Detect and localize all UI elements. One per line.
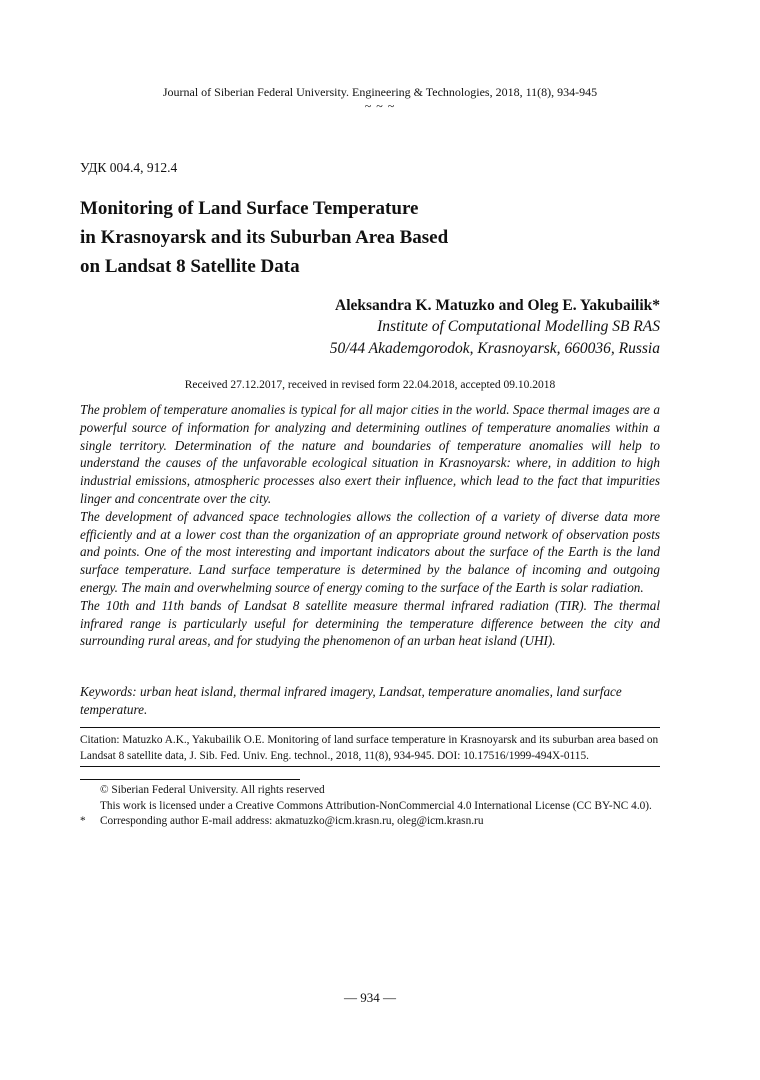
footnote-copyright: © Siberian Federal University. All rights reserved — [100, 784, 325, 796]
footnote-corresponding — [80, 814, 680, 830]
title-line: on Landsat 8 Satellite Data — [80, 256, 300, 277]
corresponding-email: Corresponding author E-mail address: akmatuzko@icm.krasn.ru, oleg@icm.krasn.ru — [100, 815, 484, 827]
authors: Aleksandra K. Matuzko and Oleg E. Yakubailik* — [335, 297, 660, 314]
received-dates: Received 27.12.2017, received in revised form 22.04.2018, accepted 09.10.2018 — [184, 379, 556, 391]
abstract-paragraph: The problem of temperature anomalies is typical for all major cities in the world. Space thermal images are a powerful source of information for analyzing and determining outlines of temperature anomalies within a single territory. Determination of the nature and boundaries of temperature anomalies will help to understand the causes of the unfavorable ecological situation in Krasnoyarsk: where, in addition to high industrial emissions, atmospheric processes also exert their influence, which lead to the fact that impurities linger and concentrate over the city. — [80, 402, 660, 506]
footnote-license: This work is licensed under a Creative Commons Attribution-NonCommercial 4.0 International License (CC BY-NC 4.0). — [100, 799, 652, 812]
abstract-paragraph: The 10th and 11th bands of Landsat 8 satellite measure thermal infrared radiation (TIR). The thermal infrared range is particularly useful for determining the temperature difference between the city and surrounding rural areas, and for studying the phenomenon of an urban heat island (UHI). — [80, 597, 660, 649]
keywords: Keywords: urban heat island, thermal infrared imagery, Landsat, temperature anomalies, land surface temperature. — [80, 684, 622, 717]
title-line: in Krasnoyarsk and its Suburban Area Based — [80, 227, 449, 248]
page-number: — 934 — — [344, 990, 396, 1005]
footnote-star: * — [80, 815, 86, 827]
abstract — [80, 401, 660, 650]
header-separator: ~ ~ ~ — [364, 99, 396, 113]
udk-code: УДК 004.4, 912.4 — [80, 160, 178, 175]
footnote-rule — [80, 779, 300, 780]
citation: Citation: Matuzko A.K., Yakubailik O.E. Monitoring of land surface temperature in Krasnoyarsk and its suburban area based on Landsat 8 satellite data, J. Sib. Fed. Univ. Eng. technol., 2018, 11(8), 934-945. DOI: 10.17516/1999-494X-0115. — [80, 734, 659, 762]
abstract-paragraph: The development of advanced space technologies allows the collection of a variety of diverse data more efficiently and at a lower cost than the organization of an appropriate ground network of observation posts and points. One of the most interesting and important indicators about the surface of the Earth is the land surface temperature. Land surface temperature is determined by the balance of incoming and outgoing energy. The main and overwhelming source of energy coming to the surface of the Earth is solar radiation. — [80, 508, 660, 595]
affiliation-address: 50/44 Akademgorodok, Krasnoyarsk, 660036, Russia — [329, 340, 660, 357]
title-line: Monitoring of Land Surface Temperature — [80, 198, 419, 219]
affiliation-line: Institute of Computational Modelling SB RAS — [377, 318, 660, 335]
footnotes — [80, 783, 680, 830]
citation-bottom-rule — [80, 766, 660, 767]
journal-header: Journal of Siberian Federal University. Engineering & Technologies, 2018, 11(8), 934-945 — [162, 85, 598, 99]
citation-top-rule — [80, 727, 660, 728]
paper-title — [80, 194, 600, 281]
